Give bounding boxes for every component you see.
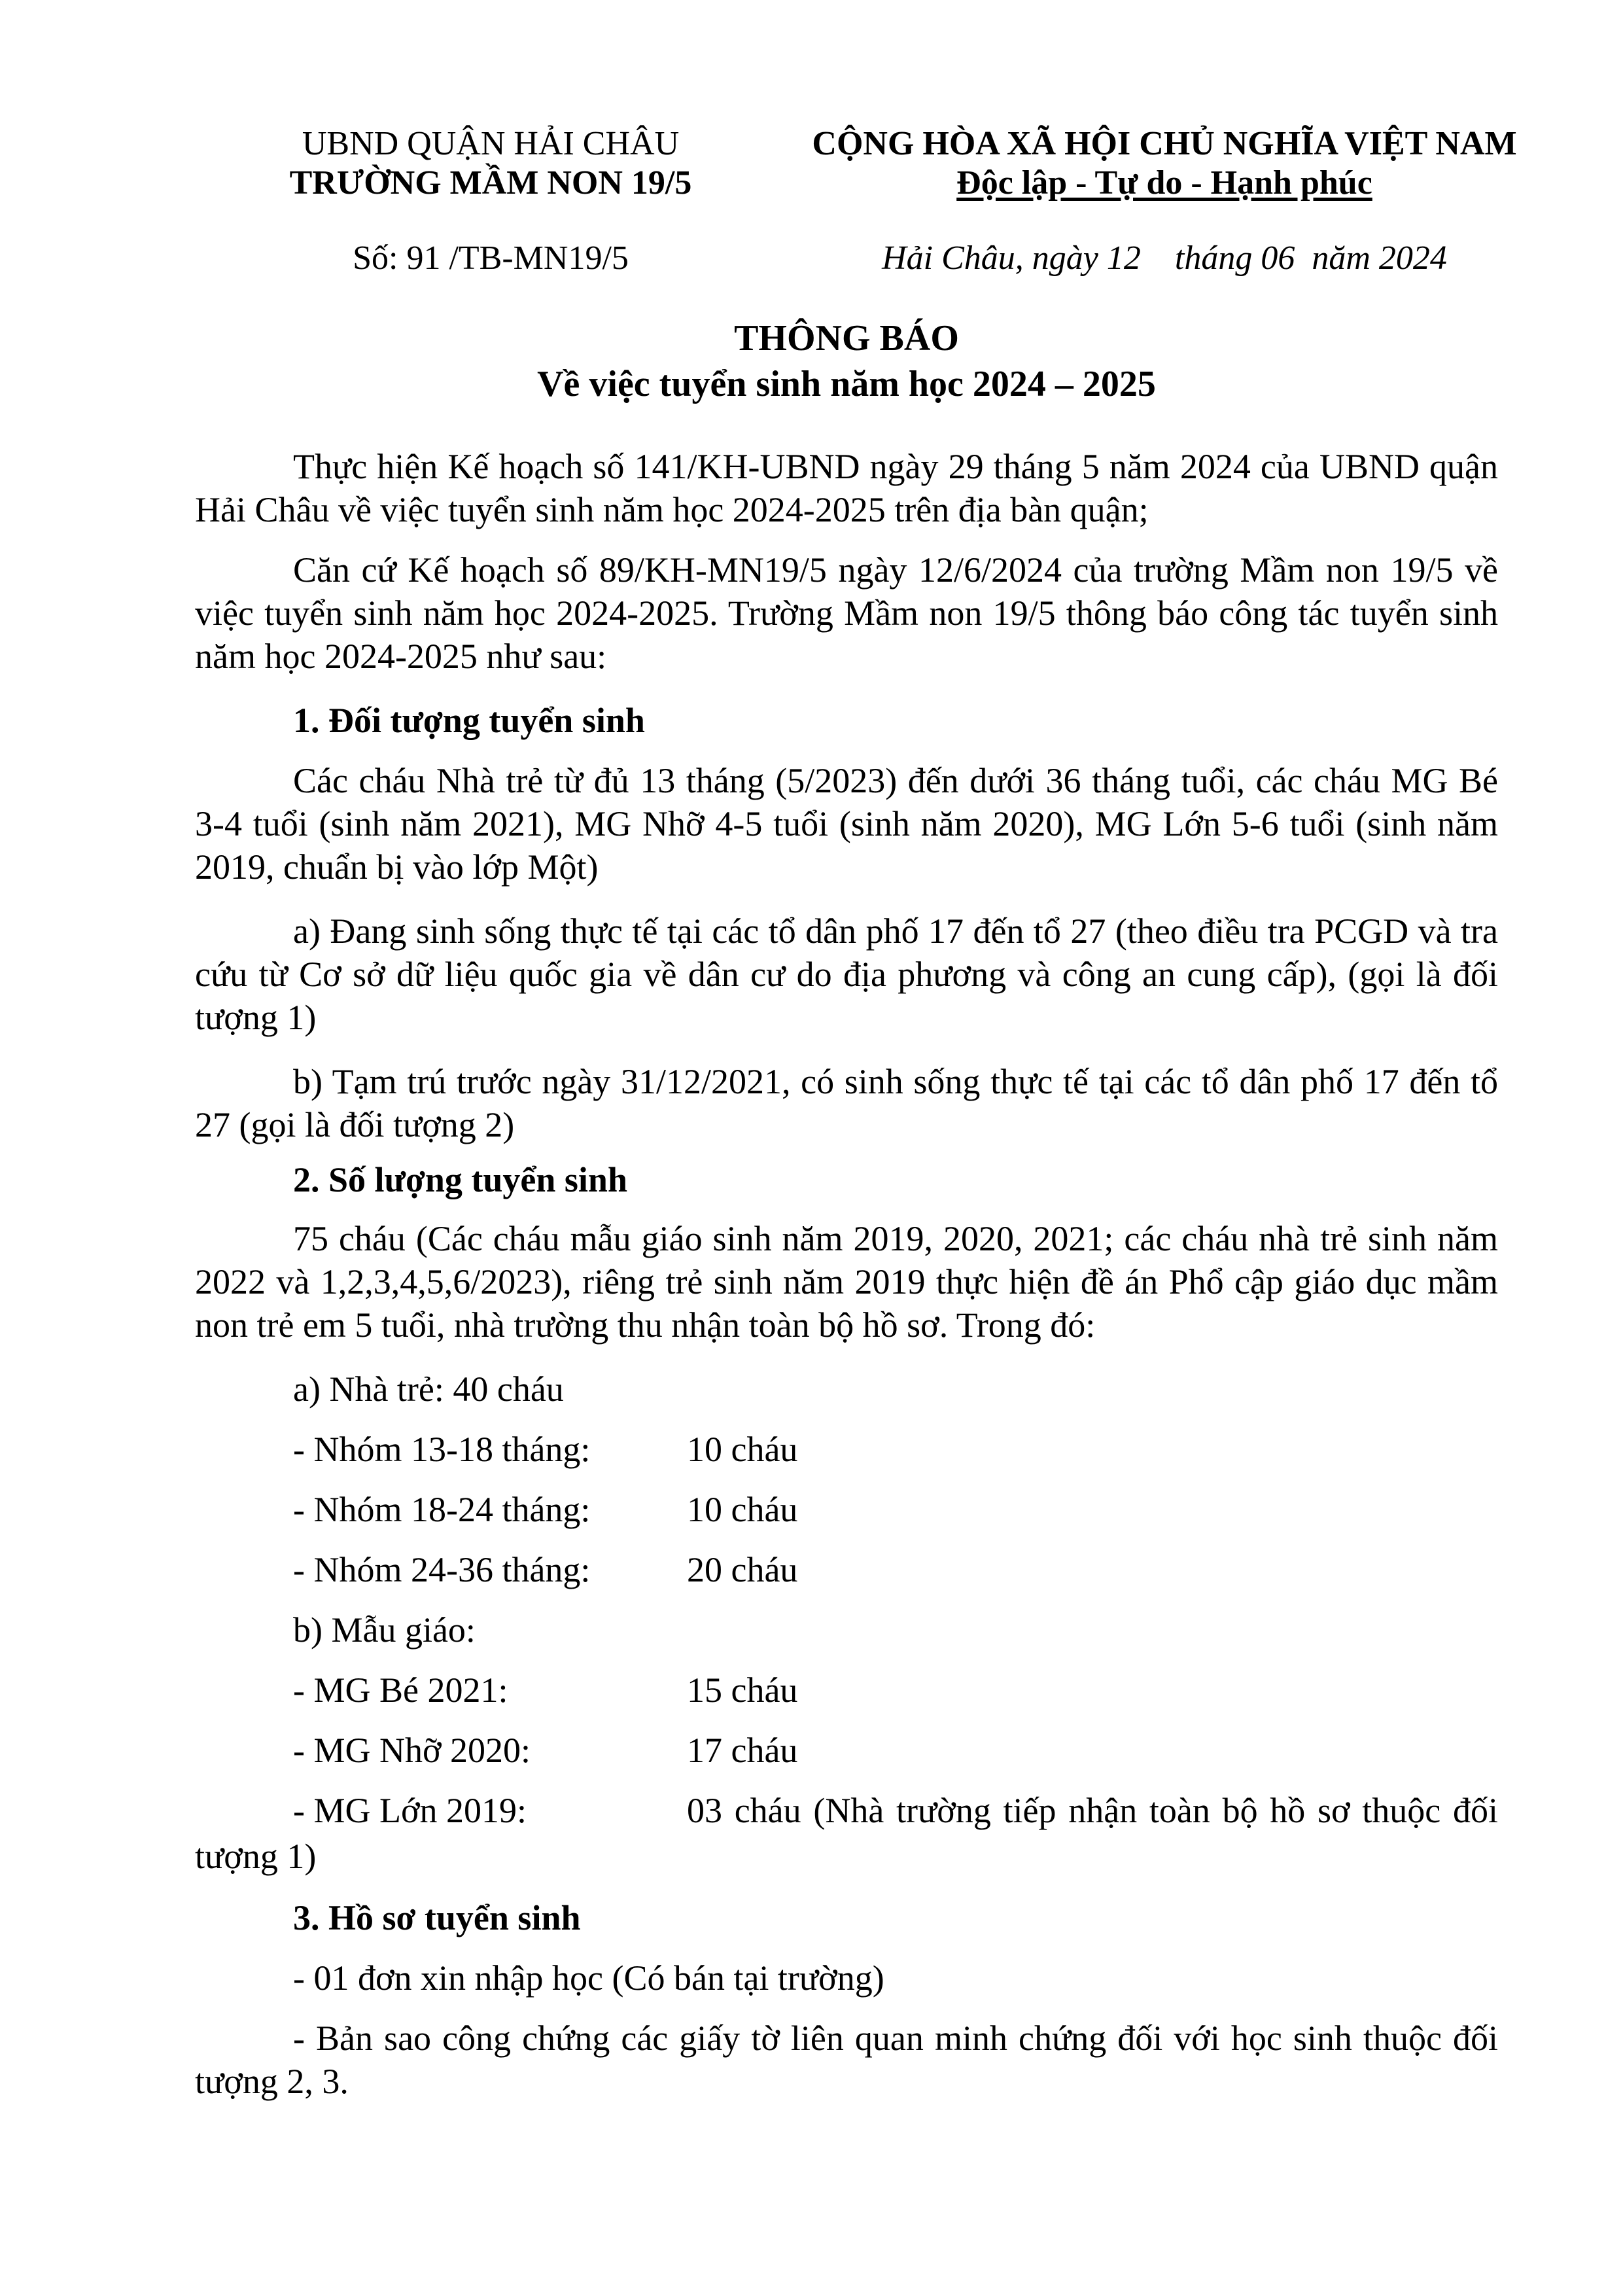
nha-tre-row-value: 10 cháu: [687, 1430, 798, 1469]
mau-giao-row-label: - MG Lớn 2019:: [293, 1791, 527, 1830]
document-subtitle: Về việc tuyển sinh năm học 2024 – 2025: [537, 364, 1156, 404]
mau-giao-row-label: - MG Nhỡ 2020:: [293, 1731, 531, 1770]
agency-name: UBND QUẬN HẢI CHÂU: [302, 125, 680, 162]
national-motto: Độc lập - Tự do - Hạnh phúc: [956, 164, 1372, 202]
nha-tre-row-label: - Nhóm 18-24 tháng:: [293, 1490, 591, 1529]
section-3-heading: 3. Hồ sơ tuyển sinh: [293, 1898, 581, 1937]
section-1-item-a: a) Đang sinh sống thực tế tại các tổ dân phố 17 đến tổ 27 (theo điều tra PCGD và tra cứu từ Cơ sở dữ liệu quốc gia về dân cư do địa phương và công an cung cấp), (gọi là đối tượng 1): [195, 911, 1498, 1037]
mau-giao-row-value: 15 cháu: [687, 1670, 798, 1710]
intro-paragraph-1: Thực hiện Kế hoạch số 141/KH-UBND ngày 29 tháng 5 năm 2024 của UBND quận Hải Châu về việc tuyển sinh năm học 2024-2025 trên địa bàn quận;: [195, 447, 1498, 529]
section-2-paragraph: 75 cháu (Các cháu mẫu giáo sinh năm 2019, 2020, 2021; các cháu nhà trẻ sinh năm 2022 và 1,2,3,4,5,6/2023), riêng trẻ sinh năm 2019 thực hiện đề án Phổ cập giáo dục mầm non trẻ em 5 tuổi, nhà trường thu nhận toàn bộ hồ sơ. Trong đó:: [195, 1219, 1498, 1345]
document-number: Số: 91 /TB-MN19/5: [353, 239, 629, 277]
section-3-item-2: - Bản sao công chứng các giấy tờ liên quan minh chứng đối với học sinh thuộc đối tượng 2, 3.: [195, 2019, 1498, 2101]
mau-giao-title: b) Mẫu giáo:: [293, 1610, 476, 1650]
intro-paragraph-2: Căn cứ Kế hoạch số 89/KH-MN19/5 ngày 12/6/2024 của trường Mầm non 19/5 về việc tuyển sinh năm học 2024-2025. Trường Mầm non 19/5 thông báo công tác tuyển sinh năm học 2024-2025 như sau:: [195, 550, 1498, 676]
section-1-item-b: b) Tạm trú trước ngày 31/12/2021, có sinh sống thực tế tại các tổ dân phố 17 đến tổ 27 (gọi là đối tượng 2): [195, 1062, 1498, 1144]
mau-giao-row-label: - MG Bé 2021:: [293, 1670, 508, 1710]
section-2-heading: 2. Số lượng tuyển sinh: [293, 1160, 627, 1199]
nha-tre-row-value: 10 cháu: [687, 1490, 798, 1529]
issue-date: Hải Châu, ngày 12 tháng 06 năm 2024: [882, 239, 1447, 277]
nha-tre-title: a) Nhà trẻ: 40 cháu: [293, 1369, 564, 1409]
section-1-heading: 1. Đối tượng tuyển sinh: [293, 701, 645, 740]
nha-tre-row-label: - Nhóm 24-36 tháng:: [293, 1550, 591, 1589]
section-3-item-1: - 01 đơn xin nhập học (Có bán tại trường): [293, 1958, 884, 1998]
mau-giao-row-value: 17 cháu: [687, 1731, 798, 1770]
section-1-paragraph: Các cháu Nhà trẻ từ đủ 13 tháng (5/2023) đến dưới 36 tháng tuổi, các cháu MG Bé 3-4 tuổi (sinh năm 2021), MG Nhỡ 4-5 tuổi (sinh năm 2020), MG Lớn 5-6 tuổi (sinh năm 2019, chuẩn bị vào lớp Một): [195, 761, 1498, 887]
document-title: THÔNG BÁO: [734, 318, 959, 359]
nha-tre-row-value: 20 cháu: [687, 1550, 798, 1589]
school-name: TRƯỜNG MẦM NON 19/5: [289, 164, 692, 202]
mau-giao-row-value: 03 cháu (Nhà trường tiếp nhận toàn bộ hồ sơ thuộc đối: [687, 1791, 1498, 1830]
mau-giao-row-continuation: tượng 1): [195, 1837, 317, 1876]
nha-tre-row-label: - Nhóm 13-18 tháng:: [293, 1430, 591, 1469]
national-title: CỘNG HÒA XÃ HỘI CHỦ NGHĨA VIỆT NAM: [812, 125, 1517, 162]
